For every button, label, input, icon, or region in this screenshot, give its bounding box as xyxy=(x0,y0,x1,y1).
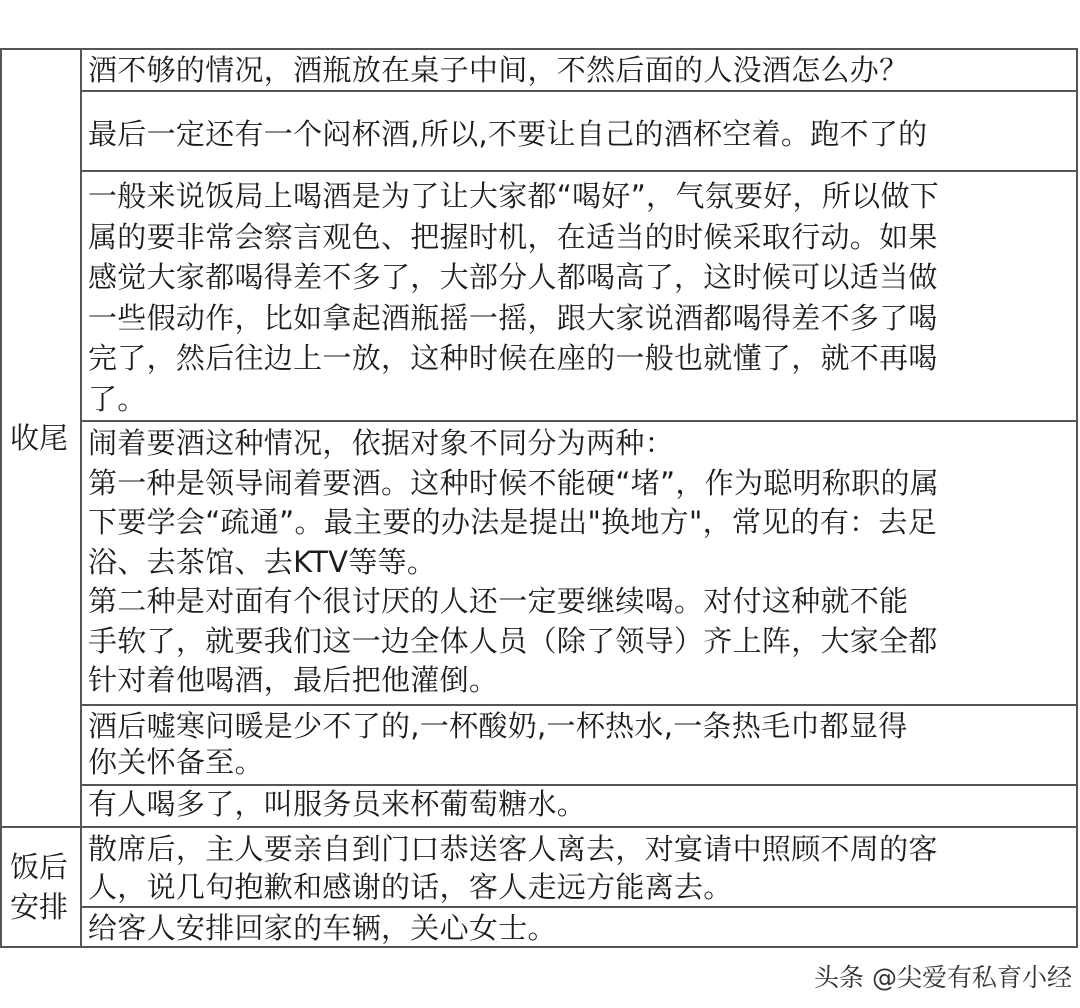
row-divider xyxy=(80,170,1078,172)
row-divider xyxy=(0,946,1078,948)
table-cell: 散席后，主人要亲自到门口恭送客人离去，对宴请中照顾不周的客 人，说几句抱歉和感谢的话，客人走远方能离去。 xyxy=(88,832,938,904)
table-column-divider xyxy=(80,48,82,948)
watermark: 头条 @尖爱有私育小经 xyxy=(814,963,1072,992)
row-divider xyxy=(80,90,1078,92)
table-cell: 酒后嘘寒问暖是少不了的,一杯酸奶,一杯热水,一条热毛巾都显得 你关怀备至。 xyxy=(88,709,908,779)
table-cell: 酒不够的情况，酒瓶放在桌子中间，不然后面的人没酒怎么办？ xyxy=(88,53,909,87)
table-cell: 一般来说饭局上喝酒是为了让大家都“喝好”，气氛要好，所以做下 属的要非常会察言观色、把握时机，在适当的时候采取行动。如果 感觉大家都喝得差不多了，大部分人都喝高了，这时候可以适当做 一些假动作，比如拿起酒瓶摇一摇，跟大家说酒都喝得差不多了喝 完了，然后往边上一放，这种时候在座的一般也就懂了，就不再喝 了。 xyxy=(88,179,940,416)
table-cell: 有人喝多了，叫服务员来杯葡萄糖水。 xyxy=(88,787,587,821)
category-wrap-up: 收尾 xyxy=(9,421,68,455)
table-cell: 给客人安排回家的车辆，关心女士。 xyxy=(88,911,557,945)
table-cell: 闹着要酒这种情况，依据对象不同分为两种： 第一种是领导闹着要酒。这种时候不能硬“堵”，作为聪明称职的属 下要学会“疏通”。最主要的办法是提出"换地方"，常见的有：去足 浴、去茶馆、去KTV等等。 第二种是对面有个很讨厌的人还一定要继续喝。对付这种就不能 手软了，就要我们这一边全体人员（除了领导）齐上阵，大家全都 针对着他喝酒，最后把他灌倒。 xyxy=(88,426,940,697)
row-divider xyxy=(0,826,1078,828)
row-divider xyxy=(80,704,1078,706)
table-cell: 最后一定还有一个闷杯酒,所以,不要让自己的酒杯空着。跑不了的 xyxy=(88,117,928,151)
row-divider xyxy=(80,420,1078,422)
row-divider xyxy=(80,906,1078,908)
table-border-right xyxy=(1076,48,1078,948)
row-divider xyxy=(0,48,1078,50)
category-after-meal: 饭后 安排 xyxy=(9,850,68,924)
row-divider xyxy=(80,784,1078,786)
